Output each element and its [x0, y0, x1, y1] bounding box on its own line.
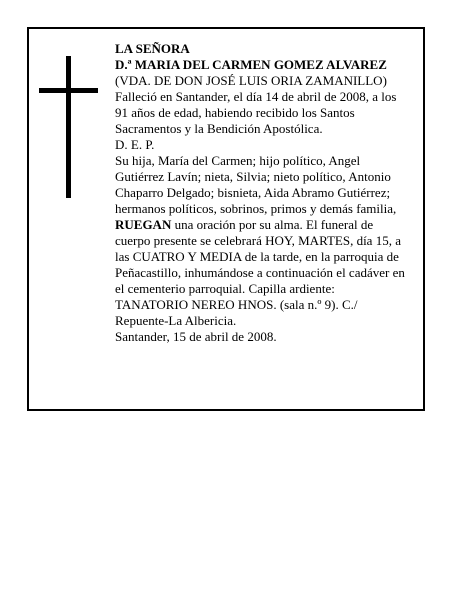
funeral-line: TANATORIO NEREO HNOS. (sala n.º 9). C./ [115, 297, 358, 312]
notice-text [115, 41, 421, 345]
request-rest: una oración por su alma. El funeral de [171, 217, 374, 232]
request-bold: RUEGAN [115, 217, 172, 232]
funeral-line: las CUATRO Y MEDIA de la tarde, en la parroquia de [115, 249, 399, 264]
family-line: Su hija, María del Carmen; hijo político, Angel [115, 153, 361, 168]
notice-title: LA SEÑORA [115, 41, 190, 56]
cross-horizontal-bar [39, 88, 98, 93]
place-date: Santander, 15 de abril de 2008. [115, 329, 277, 344]
widow-of: (VDA. DE DON JOSÉ LUIS ORIA ZAMANILLO) [115, 73, 387, 88]
funeral-line: Repuente-La Albericia. [115, 313, 237, 328]
deceased-name: D.ª MARIA DEL CARMEN GOMEZ ALVAREZ [115, 57, 387, 72]
death-line: 91 años de edad, habiendo recibido los Santos [115, 105, 355, 120]
family-line: hermanos políticos, sobrinos, primos y demás familia, [115, 201, 397, 216]
family-line: Gutiérrez Lavín; nieta, Silvia; nieto político, Antonio [115, 169, 391, 184]
family-line: Chaparro Delgado; bisnieta, Aida Abramo Gutiérrez; [115, 185, 391, 200]
death-line: Sacramentos y la Bendición Apostólica. [115, 121, 323, 136]
death-line: Falleció en Santander, el día 14 de abril de 2008, a los [115, 89, 397, 104]
request-line [115, 217, 421, 233]
obituary-notice [27, 27, 425, 411]
cross-vertical-bar [66, 56, 71, 198]
rip-text: D. E. P. [115, 137, 155, 152]
funeral-line: el cementerio parroquial. Capilla ardiente: [115, 281, 335, 296]
funeral-line: cuerpo presente se celebrará HOY, MARTES, día 15, a [115, 233, 401, 248]
funeral-line: Peñacastillo, inhumándose a continuación el cadáver en [115, 265, 405, 280]
